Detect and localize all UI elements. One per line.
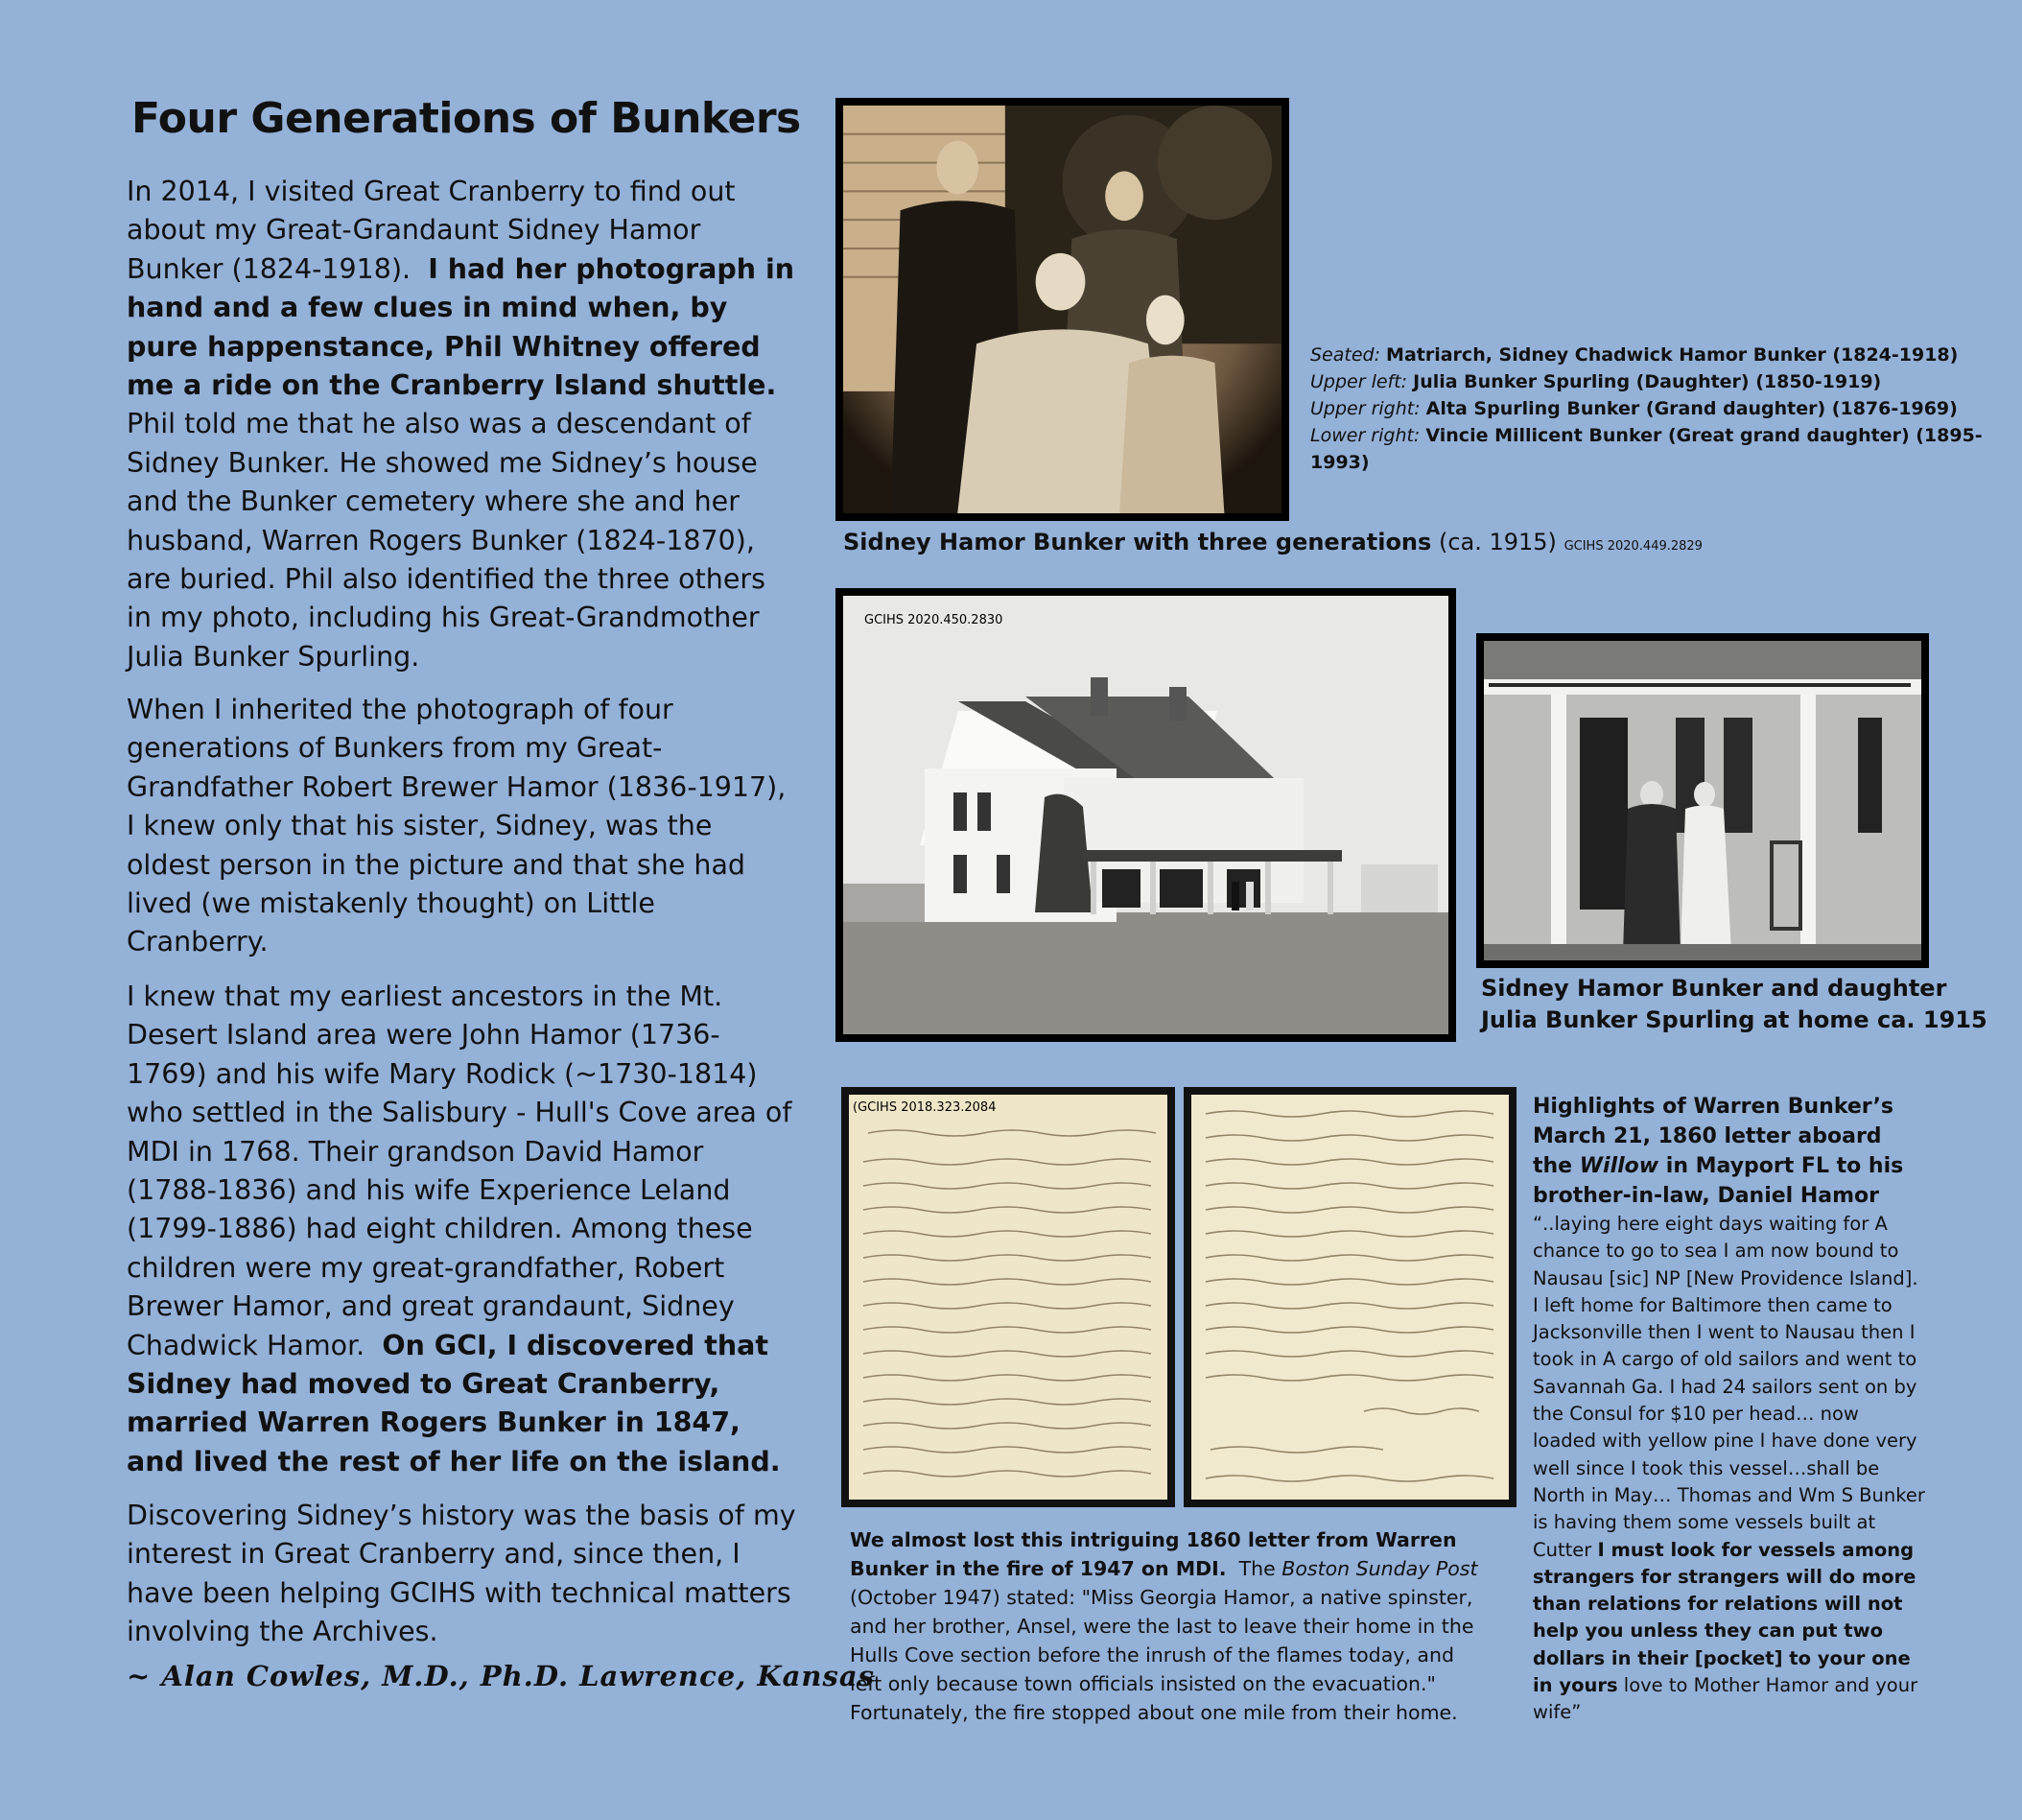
fire-note-publication: Boston Sunday Post [1281,1557,1478,1580]
letter-highlights [1533,1092,1926,1727]
people-item-upper-left [1310,368,2022,395]
photo1-caption-date: (ca. 1915) [1438,529,1557,555]
fire-note-pre: The [1238,1557,1276,1580]
letter-heading [1533,1092,1926,1211]
letter-page-1 [841,1087,1175,1507]
letter-page-2 [1184,1087,1516,1507]
people-pos: Upper right: [1310,398,1421,419]
paragraph-3 [127,978,798,1481]
p3-text-a: I knew that my earliest ancestors in the Mt. Desert Island area were John Hamor (1736-1769) and his wife Mary Rodick (~1730-1814) who settled in the Salisbury - Hull's Cove area of MDI in 1768. Their grandson David Hamor (1788-1836) and his wife Experience Leland (1799-1886) had eight children. Among these children were my great-grandfather, Robert Brewer Hamor, and great grandaunt, Sidney Chadwick Hamor. [127,981,792,1361]
house-photo-id: GCIHS 2020.450.2830 [864,613,1003,627]
p1-text-a: In 2014, I visited Great Cranberry to find out about my Great-Grandaunt Sidney Hamor Bunker (1824-1918). [127,176,736,285]
people-name: Alta Spurling Bunker (Grand daughter) (1876-1969) [1425,398,1958,419]
people-name: Matriarch, Sidney Chadwick Hamor Bunker (1824-1918) [1386,344,1959,366]
p1-text-c: Phil told me that he also was a descendant of Sidney Bunker. He showed me Sidney’s house and the Bunker cemetery where she and her husband, Warren Rogers Bunker (1824-1870), are buried. Phil also identified the three others in my photo, including his Great-Grandmother Julia Bunker Spurling. [127,408,765,673]
letter-quote-bold: I must look for vessels among strangers for strangers will do more than relations for relations will not help you unless they can put two dollars in their [pocket] to your one in yours [1533,1538,1916,1697]
people-pos: Upper left: [1310,371,1408,392]
letter-heading-a: Highlights of Warren Bunker’s March 21, 1860 letter aboard the [1533,1095,1894,1178]
paragraph-1 [127,173,798,676]
photo1-caption [843,529,1703,555]
letter-page-2-image [1191,1095,1509,1500]
people-name: Vincie Millicent Bunker (Great grand daughter) (1895-1993) [1310,425,1983,473]
paragraph-4: Discovering Sidney’s history was the basis of my interest in Great Cranberry and, since then, I have been helping GCIHS with technical matters involving the Archives. [127,1500,796,1648]
house-image [843,596,1448,1034]
page-title: Four Generations of Bunkers [131,94,801,143]
letter-quote-end: love to Mother Hamor and your wife” [1533,1674,1918,1724]
people-pos: Seated: [1310,344,1380,366]
portrait-image [843,106,1281,513]
people-pos: Lower right: [1310,425,1421,446]
house-photo [835,588,1456,1042]
fire-note-bold: We almost lost this intriguing 1860 letter from Warren Bunker in the fire of 1947 on MDI. [850,1528,1457,1580]
porch-image [1484,641,1921,960]
signature: ~ Alan Cowles, M.D., Ph.D. Lawrence, Kansas [127,1660,875,1692]
letter-id: (GCIHS 2018.323.2084 [853,1100,997,1115]
people-item-upper-right [1310,395,2022,422]
letter-quote-a: “..laying here eight days waiting for A chance to go to sea I am now bound to Nausau [sic] NP [New Providence Island]. I left home for Baltimore then came to Jacksonville then I went to Nausau then I took in A cargo of old sailors and went to Savannah Ga. I had 24 sailors sent on by the Consul for $10 per head… now loaded with yellow pine I have done very well since I took this vessel…shall be North in May… Thomas and Wm S Bunker is having them some vessels built at Cutter [1533,1213,1925,1561]
letter-heading-b: in Mayport FL to his brother-in-law, Daniel Hamor [1533,1154,1904,1208]
fire-note [850,1525,1483,1727]
people-item-seated [1310,342,2022,368]
porch-caption-line2: Julia Bunker Spurling at home ca. 1915 [1481,1006,1987,1033]
paragraph-2: When I inherited the photograph of four generations of Bunkers from my Great-Grandfather Robert Brewer Hamor (1836-1917), I knew only that his sister, Sidney, was the oldest person in the picture and that she had lived (we mistakenly thought) on Little Cranberry. [127,694,787,958]
letter-heading-ship: Willow [1579,1154,1659,1178]
people-item-lower-right [1310,422,2022,476]
fire-note-rest: (October 1947) stated: "Miss Georgia Hamor, a native spinster, and her brother, Ansel, were the last to leave their home in the Hulls Cove section before the inrush of the flames today, and left only because town officials insisted on the evacuation." Fortunately, the fire stopped about one mile from their home. [850,1586,1474,1724]
people-name: Julia Bunker Spurling (Daughter) (1850-1919) [1413,371,1882,392]
photo1-caption-title: Sidney Hamor Bunker with three generations [843,529,1432,555]
photo1-caption-id: GCIHS 2020.449.2829 [1564,539,1703,554]
four-generations-photo [835,98,1289,521]
p1-text-bold: I had her photograph in hand and a few clues in mind when, by pure happenstance, Phil Whitney offered me a ride on the Cranberry Island shuttle. [127,252,795,402]
porch-caption-line1: Sidney Hamor Bunker and daughter [1481,975,1947,1002]
porch-caption [1481,973,1987,1036]
people-list [1310,342,2022,476]
porch-photo [1476,633,1929,968]
letter-page-1-image [849,1095,1167,1500]
p3-text-bold: On GCI, I discovered that Sidney had moved to Great Cranberry, married Warren Rogers Bunker in 1847, and lived the rest of her life on the island. [127,1329,781,1477]
